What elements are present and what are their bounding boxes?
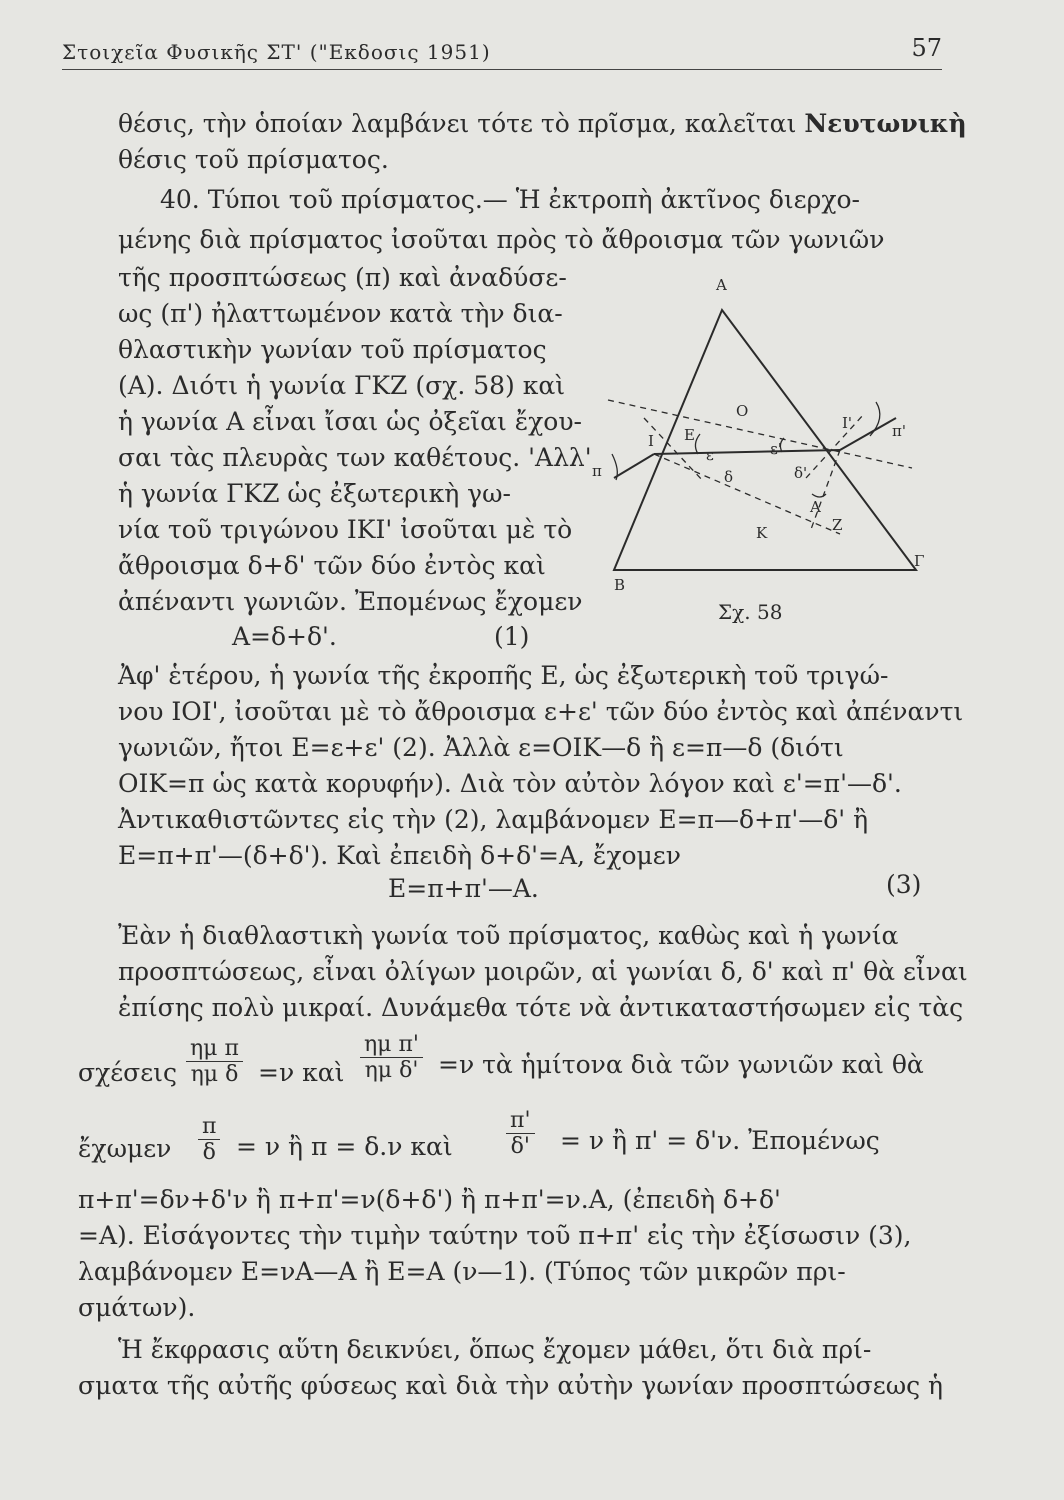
- book-page: Στοιχεῖα Φυσικῆς ΣΤ' ("Εκδοσις 1951) 57 θέσις, τὴν ὁποίαν λαμβάνει τότε τὸ πρῖσμα, καλεῖται Νευτωνικὴ θέσις τοῦ πρίσματος. 40. Τύποι τοῦ πρίσματος.— Ἡ ἐκτροπὴ ἀκτῖνος διερχο- μένης διὰ πρίσματος ἰσοῦται πρὸς τὸ ἄθροισμα τῶν γωνιῶν τῆς προσπτώσεως (π) καὶ ἀναδύσε- ως (π') ἠλαττωμένον κατὰ τὴν δια- θλαστικὴν γωνίαν τοῦ πρίσματος (Α). Διότι ἡ γωνία ΓΚΖ (σχ. 58) καὶ ἡ γωνία Α εἶναι ἴσαι ὡς ὀξεῖαι ἔχου- σαι τὰς πλευρὰς των καθέτους. 'Αλλ' ἡ γωνία ΓΚΖ ὡς ἐξωτερικὴ γω- νία τοῦ τριγώνου ΙΚΙ' ἰσοῦται μὲ τὸ ἄθροισμα δ+δ' τῶν δύο ἐντὸς καὶ ἀπέναντι γωνιῶν. Ἐπομένως ἔχομεν Α=δ+δ'. (1) Ἀφ' ἑτέρου, ἡ γωνία τῆς ἐκροπῆς Ε, ὡς ἐξωτερικὴ τοῦ τριγώ- νου ΙΟΙ', ἰσοῦται μὲ τὸ ἄθροισμα ε+ε' τῶν δύο ἐντὸς καὶ ἀπέναντι γωνιῶν, ἤτοι Ε=ε+ε' (2). Ἀλλὰ ε=ΟΙΚ—δ ἢ ε=π—δ (διότι ΟΙΚ=π ὡς κατὰ κορυφήν). Διὰ τὸν αὐτὸν λόγον καὶ ε'=π'—δ'. Ἀντικαθιστῶντες εἰς τὴν (2), λαμβάνομεν Ε=π—δ+π'—δ' ἢ Ε=π+π'—(δ+δ'). Καὶ ἐπειδὴ δ+δ'=Α, ἔχομεν Ε=π+π'—Α. (3) Ἐὰν ἡ διαθλαστικὴ γωνία τοῦ πρίσματος, καθὼς καὶ ἡ γωνία προσπτώσεως, εἶναι ὀλίγων μοιρῶν, αἱ γωνίαι δ, δ' καὶ π' θὰ εἶναι ἐπίσης πολὺ μικραί. Δυνάμεθα τότε νὰ ἀντικαταστήσωμεν εἰς τὰς σχέσεις $\frac{\text{ημ π}}{\text{ημ δ}}$ =ν καὶ $\frac{\text{ημ π'}}{\text{ημ δ'}}$ =ν τὰ ἡμίτονα διὰ τῶν γωνιῶν καὶ θὰ ἔχωμεν $\frac{\pi}{\delta}$ = ν ἢ π = δ.ν καὶ $\frac{\pi'}{\delta'}$ = ν ἢ π' = δ'ν. Ἐπομένως π+π'=δν+δ'ν ἢ π+π'=ν(δ+δ') ἢ π+π'=ν.Α, (ἐπειδὴ δ+δ' =Α). Εἰσάγοντες τὴν τιμὴν ταύτην τοῦ π+π' εἰς τὴν ἐξίσωσιν (3), λαμβάνομεν Ε=νΑ—Α ἢ Ε=Α (ν—1). (Τύπος τῶν μικρῶν πρι- σμάτων). Ἡ ἔκφρασις αὕτη δεικνύει, ὅπως ἔχομεν μάθει, ὅτι διὰ πρί- σματα τῆς αὐτῆς φύσεως καὶ διὰ τὴν αὐτὴν γωνίαν προσπτώσεως ἡ Α Β Γ Ι Ι' Ο Κ Ζ π π' Ε ε ε' δ δ' Α Σχ. 58: [62, 34, 968, 1400]
- fraction: $\frac{\text{ημ π}}{\text{ημ δ}}$: [186, 1036, 243, 1087]
- angle-pi-arc: [612, 454, 617, 480]
- text-line: π+π'=δν+δ'ν ἢ π+π'=ν(δ+δ') ἢ π+π'=ν.Α, (ἐπειδὴ δ+δ': [78, 1185, 781, 1214]
- label-k: Κ: [756, 524, 768, 542]
- fraction: $\frac{\pi'}{\delta'}$: [506, 1108, 535, 1159]
- text-line: ἐπίσης πολὺ μικραί. Δυνάμεθα τότε νὰ ἀντικαταστήσωμεν εἰς τὰς: [118, 993, 964, 1022]
- equation-1-label: (1): [494, 622, 530, 651]
- equation-1: Α=δ+δ'.: [232, 622, 337, 651]
- refracted-ray: [654, 450, 840, 454]
- text-line: ἀπέναντι γωνιῶν. Ἐπομένως ἔχομεν: [118, 587, 583, 616]
- text-line: Ε=π+π'—(δ+δ'). Καὶ ἐπειδὴ δ+δ'=Α, ἔχομεν: [118, 841, 681, 870]
- label-eps: ε: [706, 446, 714, 464]
- equation-3: Ε=π+π'—Α.: [388, 874, 539, 903]
- text-line: σματα τῆς αὐτῆς φύσεως καὶ διὰ τὴν αὐτὴν γωνίαν προσπτώσεως ἡ: [78, 1371, 944, 1400]
- text-line: νία τοῦ τριγώνου ΙΚΙ' ἰσοῦται μὲ τὸ: [118, 515, 573, 544]
- text-line: =Α). Εἰσάγοντες τὴν τιμὴν ταύτην τοῦ π+π' εἰς τὴν ἐξίσωσιν (3),: [78, 1221, 912, 1250]
- prism-diagram: [574, 268, 954, 598]
- text-line: Ἀντικαθιστῶντες εἰς τὴν (2), λαμβάνομεν Ε=π—δ+π'—δ' ἢ: [118, 805, 869, 834]
- text-line: ἡ γωνία ΓΚΖ ὡς ἐξωτερικὴ γω-: [118, 479, 511, 508]
- section-heading: 40. Τύποι τοῦ πρίσματος.— Ἡ ἐκτροπὴ ἀκτῖνος διερχο-: [160, 185, 860, 214]
- label-eps-prime: ε': [770, 440, 782, 458]
- text-line: Ἐὰν ἡ διαθλαστικὴ γωνία τοῦ πρίσματος, καθὼς καὶ ἡ γωνία: [118, 921, 899, 950]
- label-entry: Ι: [648, 432, 654, 450]
- text-line: νου ΙΟΙ', ἰσοῦται μὲ τὸ ἄθροισμα ε+ε' τῶν δύο ἐντὸς καὶ ἀπέναντι: [118, 697, 964, 726]
- label-exit: Ι': [842, 414, 853, 432]
- text-line: θέσις τοῦ πρίσματος.: [118, 145, 389, 174]
- text-line: προσπτώσεως, εἶναι ὀλίγων μοιρῶν, αἱ γωνίαι δ, δ' καὶ π' θὰ εἶναι: [118, 957, 968, 986]
- text-line: σμάτων).: [78, 1293, 196, 1322]
- text-line: Ἡ ἔκφρασις αὕτη δεικνύει, ὅπως ἔχομεν μάθει, ὅτι διὰ πρί-: [118, 1335, 872, 1364]
- fraction: $\frac{\pi}{\delta}$: [198, 1114, 220, 1165]
- text-line: ἄθροισμα δ+δ' τῶν δύο ἐντὸς καὶ: [118, 551, 546, 580]
- text-line: θέσις, τὴν ὁποίαν λαμβάνει τότε τὸ πρῖσμα, καλεῖται Νευτωνικὴ: [118, 109, 967, 138]
- header-title: Στοιχεῖα Φυσικῆς ΣΤ' ("Εκδοσις 1951): [62, 40, 491, 64]
- label-z: Ζ: [832, 516, 843, 534]
- label-E: Ε: [684, 426, 695, 444]
- label-pi: π: [592, 462, 602, 480]
- text-line: σαι τὰς πλευρὰς των καθέτους. 'Αλλ': [118, 443, 592, 472]
- label-left-base: Β: [614, 576, 626, 594]
- text-line: ἡ γωνία Α εἶναι ἴσαι ὡς ὀξεῖαι ἔχου-: [118, 407, 582, 436]
- page-number: 57: [911, 34, 942, 62]
- text-line: θλαστικὴν γωνίαν τοῦ πρίσματος: [118, 335, 547, 364]
- label-delta: δ: [724, 468, 734, 486]
- text-line: ΟΙΚ=π ὡς κατὰ κορυφήν). Διὰ τὸν αὐτὸν λόγον καὶ ε'=π'—δ'.: [118, 769, 902, 798]
- angle-E-arc: [695, 434, 700, 454]
- equation-3-label: (3): [886, 870, 922, 899]
- text-line: Ἀφ' ἑτέρου, ἡ γωνία τῆς ἐκροπῆς Ε, ὡς ἐξωτερικὴ τοῦ τριγώ-: [118, 661, 889, 690]
- text-line: λαμβάνομεν Ε=νΑ—Α ἢ Ε=Α (ν—1). (Τύπος τῶν μικρῶν πρι-: [78, 1257, 846, 1286]
- section-title: 40. Τύποι τοῦ πρίσματος.—: [160, 185, 508, 214]
- label-right-base: Γ: [914, 552, 925, 570]
- fraction: $\frac{\text{ημ π'}}{\text{ημ δ'}}$: [360, 1032, 423, 1083]
- bold-term: Νευτωνικὴ: [804, 109, 967, 138]
- label-delta-prime: δ': [794, 464, 808, 482]
- label-angle-A: Α: [810, 498, 821, 516]
- text-line: ως (π') ἠλαττωμένον κατὰ τὴν δια-: [118, 299, 563, 328]
- figure-caption: Σχ. 58: [718, 600, 783, 624]
- running-header: [62, 36, 942, 70]
- text-line: (Α). Διότι ἡ γωνία ΓΚΖ (σχ. 58) καὶ: [118, 371, 566, 400]
- text-line: τῆς προσπτώσεως (π) καὶ ἀναδύσε-: [118, 263, 567, 292]
- label-apex: Α: [716, 276, 727, 294]
- text-line: γωνιῶν, ἤτοι Ε=ε+ε' (2). Ἀλλὰ ε=ΟΙΚ—δ ἢ ε=π—δ (διότι: [118, 733, 844, 762]
- label-pi-prime: π': [892, 422, 906, 440]
- label-center: Ο: [736, 402, 749, 420]
- incident-ray: [614, 454, 654, 478]
- text-line: μένης διὰ πρίσματος ἰσοῦται πρὸς τὸ ἄθροισμα τῶν γωνιῶν: [118, 225, 885, 254]
- header-rule: [62, 69, 942, 70]
